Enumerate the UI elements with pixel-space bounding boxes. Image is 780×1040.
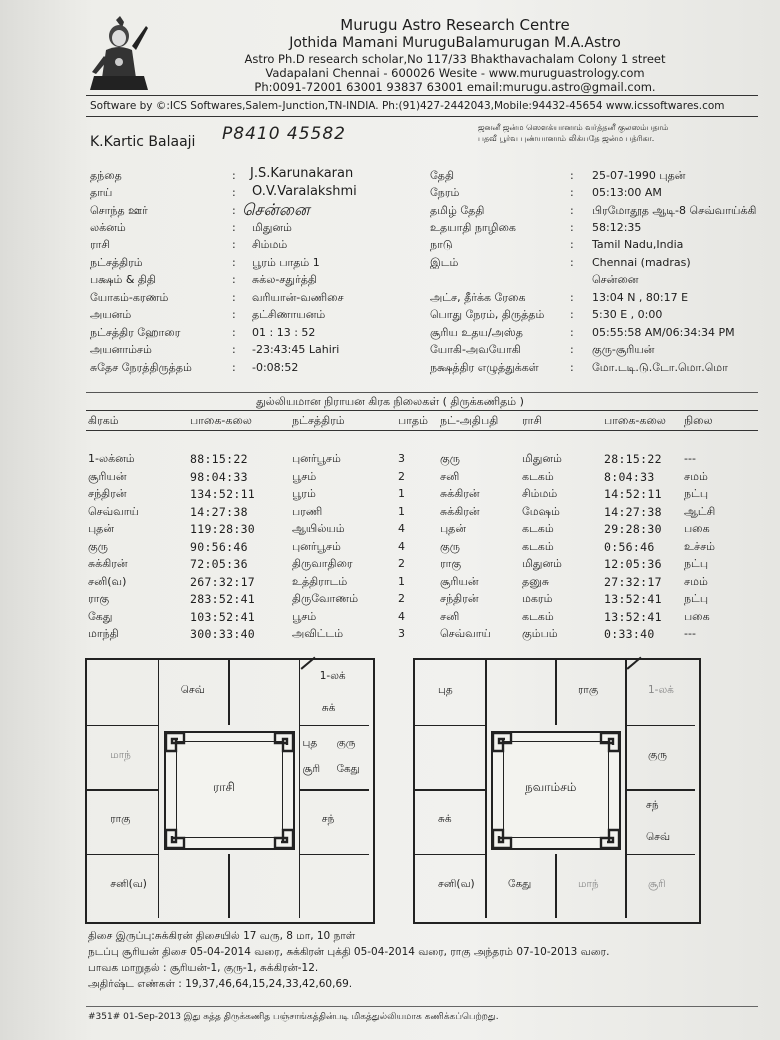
table-cell: தனுசு bbox=[522, 574, 550, 588]
header-line3: Astro Ph.D research scholar,No 117/33 Bhakthavachalam Colony 1 street bbox=[244, 52, 666, 66]
table-cell: பகை bbox=[684, 522, 710, 535]
detail-left-value: பூரம் பாதம் 1 bbox=[252, 256, 320, 269]
detail-right-value: 25-07-1990 புதன் bbox=[592, 169, 686, 182]
chart-planet-label: கேது bbox=[336, 762, 360, 775]
table-cell: குரு bbox=[440, 539, 460, 553]
table-cell: 4 bbox=[398, 539, 405, 553]
chart-planet-label: ராகு bbox=[110, 813, 131, 826]
detail-left-label: யோகம்-கரணம் bbox=[90, 291, 169, 304]
table-cell: 29:28:30 bbox=[604, 522, 662, 536]
footer-line4: அதிர்ஷ்ட எண்கள் : 19,37,46,64,15,24,33,42,60,69. bbox=[88, 978, 353, 990]
detail-right-label: தமிழ் தேதி bbox=[430, 204, 485, 217]
detail-left-value: -0:08:52 bbox=[252, 361, 299, 374]
detail-left-colon: : bbox=[232, 256, 236, 269]
detail-right-value: மோ.டடி.டு.டோ.மொ.மொ bbox=[592, 361, 728, 374]
chart-grid-line bbox=[415, 725, 485, 727]
detail-right-label: நேரம் bbox=[430, 186, 460, 199]
corner-knot-icon bbox=[273, 731, 295, 753]
sanskrit-note bbox=[478, 122, 668, 144]
chart-grid-line bbox=[415, 854, 485, 856]
table-cell: சனி bbox=[440, 609, 460, 623]
table-cell: மேஷம் bbox=[522, 504, 560, 518]
detail-left-label: பக்ஷம் & திதி bbox=[90, 273, 156, 286]
table-cell: 14:52:11 bbox=[604, 487, 662, 501]
chart-planet-label: குரு bbox=[648, 748, 668, 761]
detail-right-colon: : bbox=[570, 238, 574, 251]
detail-right-value: குரு-சூரியன் bbox=[592, 343, 655, 356]
table-cell: கடகம் bbox=[522, 609, 554, 623]
detail-right-label: இடம் bbox=[430, 256, 459, 269]
chart-planet-label: கேது bbox=[508, 877, 532, 890]
chart-grid-line bbox=[625, 660, 627, 725]
detail-right-label: யோகி-அவயோகி bbox=[430, 343, 521, 356]
detail-right-colon: : bbox=[570, 169, 574, 182]
table-cell: புனர்பூசம் bbox=[292, 539, 341, 553]
table-cell: உத்திராடம் bbox=[292, 574, 348, 588]
table-cell: குரு bbox=[440, 452, 460, 465]
footnote: #351# 01-Sep-2013 இது சுத்த திருக்கணித பஞ்சாங்கத்தின்படி மிகத்துல்லியமாக கணிக்கப்பெற்றது. bbox=[88, 1012, 499, 1022]
chart-grid-line bbox=[158, 854, 160, 919]
detail-left-colon: : bbox=[232, 308, 236, 321]
table-header: பாதம் bbox=[398, 414, 428, 427]
chart-grid-line bbox=[555, 660, 557, 725]
table-cell: 3 bbox=[398, 452, 405, 465]
table-cell: சந்திரன் bbox=[88, 487, 127, 500]
chart-grid-line bbox=[625, 725, 627, 854]
chart-grid-line bbox=[625, 725, 695, 727]
software-rule bbox=[86, 116, 758, 117]
chart-grid-line bbox=[485, 725, 487, 854]
detail-right-label: சூரிய உதய/அஸ்த bbox=[430, 326, 523, 339]
chart-planet-label: சந் bbox=[321, 813, 335, 826]
table-cell: செவ்வாய் bbox=[440, 627, 491, 640]
table-cell: 90:56:46 bbox=[190, 539, 248, 554]
table-cell: சுக்கிரன் bbox=[440, 487, 480, 500]
chart-planet-label: மாந் bbox=[578, 877, 599, 890]
table-header: பாகை-கலை bbox=[190, 414, 252, 427]
table-cell: கடகம் bbox=[522, 522, 554, 535]
detail-left-label: சொந்த ஊர் bbox=[90, 204, 148, 217]
table-cell: சனி bbox=[440, 469, 460, 483]
detail-left-colon: : bbox=[232, 221, 236, 234]
table-cell: பூசம் bbox=[292, 609, 317, 623]
table-cell: சனி(வ) bbox=[88, 574, 127, 588]
chart-planet-label: 1-லக் bbox=[319, 670, 346, 682]
chart-planet-label: குரு bbox=[336, 736, 356, 749]
header-line4: Vadapalani Chennai - 600026 Wesite - www.muruguastrology.com bbox=[265, 66, 645, 80]
table-cell: செவ்வாய் bbox=[88, 504, 139, 518]
table-cell: 134:52:11 bbox=[190, 487, 256, 501]
chart-corner-mark bbox=[300, 657, 315, 670]
chart-grid-line bbox=[415, 789, 485, 791]
detail-left-label: தாய் bbox=[90, 186, 113, 199]
chart-grid-line bbox=[299, 660, 301, 725]
corner-knot-icon bbox=[599, 731, 621, 753]
chart-grid-line bbox=[299, 854, 301, 919]
chart-planet-label: புத bbox=[302, 736, 318, 749]
table-cell: 4 bbox=[398, 522, 405, 535]
detail-right-value: 05:55:58 AM/06:34:34 PM bbox=[592, 326, 735, 339]
table-cell: மிதுனம் bbox=[522, 557, 562, 570]
table-cell: பகை bbox=[684, 609, 710, 623]
chart-grid-line bbox=[158, 660, 160, 725]
detail-right-value: 5:30 E , 0:00 bbox=[592, 308, 663, 321]
table-cell: திருவாதிரை bbox=[292, 557, 353, 570]
chart-grid-line bbox=[87, 854, 158, 856]
table-header: நட்சத்திரம் bbox=[292, 414, 345, 427]
table-cell: 13:52:41 bbox=[604, 609, 662, 624]
table-cell: 1 bbox=[398, 487, 405, 500]
table-header: கிரகம் bbox=[88, 414, 119, 427]
table-cell: 300:33:40 bbox=[190, 627, 256, 641]
chart-planet-label: செவ் bbox=[180, 684, 205, 697]
rasi-chart bbox=[85, 658, 375, 924]
table-rule-head bbox=[86, 430, 758, 431]
detail-right-value: 05:13:00 AM bbox=[592, 186, 662, 199]
detail-right-colon: : bbox=[570, 326, 574, 339]
detail-right-value: Chennai (madras) bbox=[592, 256, 691, 269]
detail-left-label: நட்சத்திர ஹோரை bbox=[90, 326, 181, 339]
footer-rule bbox=[86, 1006, 758, 1007]
corner-knot-icon bbox=[491, 731, 513, 753]
detail-right-label: உதயாதி நாழிகை bbox=[430, 221, 516, 234]
table-cell: 4 bbox=[398, 609, 405, 623]
chart-grid-line bbox=[299, 789, 370, 791]
table-cell: 1 bbox=[398, 574, 405, 588]
chart-planet-label: சனி(வ) bbox=[438, 877, 475, 890]
chart-planet-label: புத bbox=[438, 684, 453, 697]
table-cell: திருவோணம் bbox=[292, 592, 359, 605]
murugan-logo-icon bbox=[86, 16, 152, 94]
detail-left-value: O.V.Varalakshmi bbox=[252, 184, 357, 199]
footer-line2: நடப்பு சூரியன் திசை 05-04-2014 வரை, சுக்கிரன் புக்தி 05-04-2014 வரை, ராகு அந்தரம் 07-10-2013 வரை. bbox=[88, 946, 610, 958]
chart-grid-line bbox=[158, 725, 160, 854]
detail-right-colon: : bbox=[570, 361, 574, 374]
chart-planet-label: சனி(வ) bbox=[110, 877, 147, 890]
table-cell: 14:27:38 bbox=[190, 504, 248, 519]
table-cell: 103:52:41 bbox=[190, 609, 256, 624]
chart-grid-line bbox=[299, 854, 370, 856]
table-cell: பரணி bbox=[292, 504, 323, 518]
detail-left-label: தந்தை bbox=[90, 169, 122, 182]
detail-left-value: -23:43:45 Lahiri bbox=[252, 343, 340, 356]
footer-line1: திசை இருப்பு:சுக்கிரன் திசையில் 17 வரு, 8 மா, 10 நாள் bbox=[88, 930, 356, 942]
detail-right-colon: : bbox=[570, 186, 574, 199]
table-cell: --- bbox=[684, 627, 696, 640]
table-cell: 14:27:38 bbox=[604, 504, 662, 519]
person-name: K.Kartic Balaaji bbox=[90, 134, 196, 150]
table-cell: மாந்தி bbox=[88, 627, 119, 640]
chart-planet-label: ராகு bbox=[578, 684, 599, 697]
table-cell: 1 bbox=[398, 504, 405, 518]
detail-left-colon: : bbox=[232, 273, 236, 286]
table-cell: --- bbox=[684, 452, 696, 465]
table-cell: சுக்கிரன் bbox=[88, 557, 128, 570]
chart-title: ராசி bbox=[213, 780, 235, 794]
table-cell: பூரம் bbox=[292, 487, 316, 500]
corner-knot-icon bbox=[491, 828, 513, 850]
chart-corner-mark bbox=[627, 657, 642, 670]
detail-left-label: சுதேச நேரத்திருத்தம் bbox=[90, 361, 192, 374]
table-cell: 2 bbox=[398, 592, 405, 605]
table-cell: 2 bbox=[398, 557, 405, 570]
detail-right-value: சென்னை bbox=[592, 273, 639, 286]
chart-planet-label: மாந் bbox=[110, 748, 131, 761]
detail-right-label: நக்ஷத்திர எழுத்துக்கள் bbox=[430, 361, 539, 374]
note-line2: பதவீ பூர்வ புண்யானாம் லிக்யதே ஜன்ம பத்ரிகா. bbox=[478, 134, 655, 143]
table-cell: 72:05:36 bbox=[190, 557, 248, 571]
table-cell: 88:15:22 bbox=[190, 452, 248, 466]
corner-knot-icon bbox=[164, 731, 186, 753]
detail-right-label: அட்ச, தீர்க்க ரேகை bbox=[430, 291, 526, 304]
chart-grid-line bbox=[87, 789, 158, 791]
detail-left-colon: : bbox=[232, 169, 236, 182]
detail-left-label: ராசி bbox=[90, 238, 111, 251]
table-rule-top bbox=[86, 392, 758, 393]
table-title: துல்லியமான நிராயன கிரக நிலைகள் ( திருக்கணிதம் ) bbox=[256, 395, 524, 408]
table-cell: சமம் bbox=[684, 574, 708, 588]
chart-planet-label: சூரி bbox=[648, 877, 666, 890]
table-cell: 0:33:40 bbox=[604, 627, 655, 641]
chart-grid-line bbox=[228, 660, 230, 725]
detail-right-colon: : bbox=[570, 308, 574, 321]
detail-left-value: 01 : 13 : 52 bbox=[252, 326, 316, 339]
table-cell: பூசம் bbox=[292, 469, 317, 483]
table-cell: கடகம் bbox=[522, 539, 554, 553]
table-cell: 1-லக்னம் bbox=[88, 452, 135, 465]
table-cell: குரு bbox=[88, 539, 108, 553]
header-rule bbox=[86, 95, 758, 96]
table-cell: ஆயில்யம் bbox=[292, 522, 345, 535]
footer-line3: பாவக மாறுதல் : சூரியன்-1, குரு-1, சுக்கிரன்-12. bbox=[88, 962, 319, 974]
table-cell: சிம்மம் bbox=[522, 487, 558, 500]
detail-left-colon: : bbox=[232, 343, 236, 356]
table-cell: புதன் bbox=[88, 522, 115, 535]
table-cell: மிதுனம் bbox=[522, 452, 562, 465]
handwritten-number: P8410 45582 bbox=[222, 124, 346, 144]
table-cell: 8:04:33 bbox=[604, 469, 655, 484]
table-cell: சந்திரன் bbox=[440, 592, 479, 605]
table-cell: 98:04:33 bbox=[190, 469, 248, 484]
detail-right-label: நாடு bbox=[430, 238, 453, 251]
table-rule-mid bbox=[86, 410, 758, 411]
table-header: நட்-அதிபதி bbox=[440, 414, 499, 427]
chart-planet-label: சந் bbox=[646, 799, 659, 811]
chart-planet-label: சூரி bbox=[302, 762, 321, 775]
detail-left-colon: : bbox=[232, 361, 236, 374]
table-cell: உச்சம் bbox=[684, 539, 716, 553]
detail-left-colon: : bbox=[232, 238, 236, 251]
table-header: பாகை-கலை bbox=[604, 414, 666, 427]
detail-left-value: சுக்ல-சதுர்த்தி bbox=[252, 273, 317, 286]
table-cell: 283:52:41 bbox=[190, 592, 256, 606]
detail-left-colon: : bbox=[232, 326, 236, 339]
detail-right-value: பிரமோதூத ஆடி-8 செவ்வாய்க்கி bbox=[592, 204, 757, 217]
navamsa-chart bbox=[413, 658, 701, 924]
table-cell: 27:32:17 bbox=[604, 574, 662, 589]
table-cell: 2 bbox=[398, 469, 405, 483]
table-header: ராசி bbox=[522, 414, 543, 427]
table-cell: கேது bbox=[88, 609, 113, 623]
detail-left-colon: : bbox=[232, 204, 236, 217]
table-cell: 3 bbox=[398, 627, 405, 640]
detail-right-colon: : bbox=[570, 291, 574, 304]
chart-grid-line bbox=[485, 660, 487, 725]
detail-left-label: லக்னம் bbox=[90, 221, 126, 234]
detail-left-label: நட்சத்திரம் bbox=[90, 256, 143, 269]
chart-grid-line bbox=[625, 789, 695, 791]
detail-left-colon: : bbox=[232, 291, 236, 304]
chart-planet-label: சுக் bbox=[438, 813, 452, 826]
table-cell: மகரம் bbox=[522, 592, 553, 605]
detail-right-value: 58:12:35 bbox=[592, 221, 642, 234]
detail-right-colon: : bbox=[570, 256, 574, 269]
detail-left-label: அயனாம்சம் bbox=[90, 343, 152, 356]
note-line1: ஜனனீ ஜன்ம ஸௌக்யானாம் வர்த்தனீ குலஸம்பதாம் bbox=[478, 123, 669, 132]
chart-grid-line bbox=[299, 725, 370, 727]
detail-left-label: அயனம் bbox=[90, 308, 132, 321]
table-cell: புதன் bbox=[440, 522, 467, 535]
header-line2: Jothida Mamani MuruguBalamurugan M.A.Astro bbox=[289, 35, 621, 51]
table-cell: கும்பம் bbox=[522, 627, 558, 640]
header-line5: Ph:0091-72001 63001 93837 63001 email:murugu.astro@gmail.com. bbox=[254, 80, 656, 94]
table-cell: சமம் bbox=[684, 469, 708, 483]
table-cell: ராகு bbox=[88, 592, 110, 605]
detail-right-colon: : bbox=[570, 343, 574, 356]
table-cell: சூரியன் bbox=[88, 469, 127, 483]
chart-grid-line bbox=[625, 854, 627, 919]
detail-right-label: தேதி bbox=[430, 169, 454, 182]
chart-grid-line bbox=[87, 725, 158, 727]
chart-planet-label: சுக் bbox=[321, 702, 336, 715]
detail-left-value: J.S.Karunakaran bbox=[250, 166, 354, 181]
header-line1: Murugu Astro Research Centre bbox=[340, 16, 570, 34]
table-cell: ஆட்சி bbox=[684, 504, 716, 518]
detail-left-value: தட்சிணாயனம் bbox=[252, 308, 326, 321]
table-cell: 12:05:36 bbox=[604, 557, 662, 571]
software-line: Software by ©:ICS Softwares,Salem-Junction,TN-INDIA. Ph:(91)427-2442043,Mobile:94432-45654 www.icssoftwares.com bbox=[90, 100, 725, 112]
detail-left-colon: : bbox=[232, 186, 236, 199]
table-cell: கடகம் bbox=[522, 469, 554, 483]
table-cell: நட்பு bbox=[684, 487, 708, 500]
detail-right-colon: : bbox=[570, 204, 574, 217]
corner-knot-icon bbox=[599, 828, 621, 850]
chart-grid-line bbox=[555, 854, 557, 919]
chart-title: நவாம்சம் bbox=[525, 780, 577, 794]
table-cell: 0:56:46 bbox=[604, 539, 655, 554]
detail-left-value: வரியான்-வணிசை bbox=[252, 291, 344, 304]
table-cell: நட்பு bbox=[684, 592, 708, 605]
table-cell: நட்பு bbox=[684, 557, 708, 570]
chart-planet-label: 1-லக் bbox=[648, 684, 674, 697]
chart-planet-label: செவ் bbox=[646, 831, 671, 844]
table-cell: 28:15:22 bbox=[604, 452, 662, 466]
detail-left-value: மிதுனம் bbox=[252, 221, 292, 234]
chart-grid-line bbox=[485, 854, 487, 919]
detail-right-label: பொது நேரம், திருத்தம் bbox=[430, 308, 545, 321]
table-header: நிலை bbox=[684, 414, 713, 427]
detail-right-value: 13:04 N , 80:17 E bbox=[592, 291, 689, 304]
table-cell: 267:32:17 bbox=[190, 574, 256, 589]
table-cell: ராகு bbox=[440, 557, 462, 570]
chart-grid-line bbox=[299, 725, 301, 854]
table-cell: 13:52:41 bbox=[604, 592, 662, 606]
table-cell: அவிட்டம் bbox=[292, 627, 344, 640]
detail-right-value: Tamil Nadu,India bbox=[592, 238, 684, 251]
table-cell: சுக்கிரன் bbox=[440, 504, 480, 518]
chart-grid-line bbox=[228, 854, 230, 919]
corner-knot-icon bbox=[273, 828, 295, 850]
chart-grid-line bbox=[625, 854, 695, 856]
detail-left-value: சிம்மம் bbox=[252, 238, 288, 251]
corner-knot-icon bbox=[164, 828, 186, 850]
detail-left-value: சென்னை bbox=[242, 200, 310, 219]
table-cell: 119:28:30 bbox=[190, 522, 256, 536]
table-cell: புனர்பூசம் bbox=[292, 452, 341, 465]
table-cell: சூரியன் bbox=[440, 574, 479, 588]
header bbox=[150, 16, 760, 94]
detail-right-colon: : bbox=[570, 221, 574, 234]
